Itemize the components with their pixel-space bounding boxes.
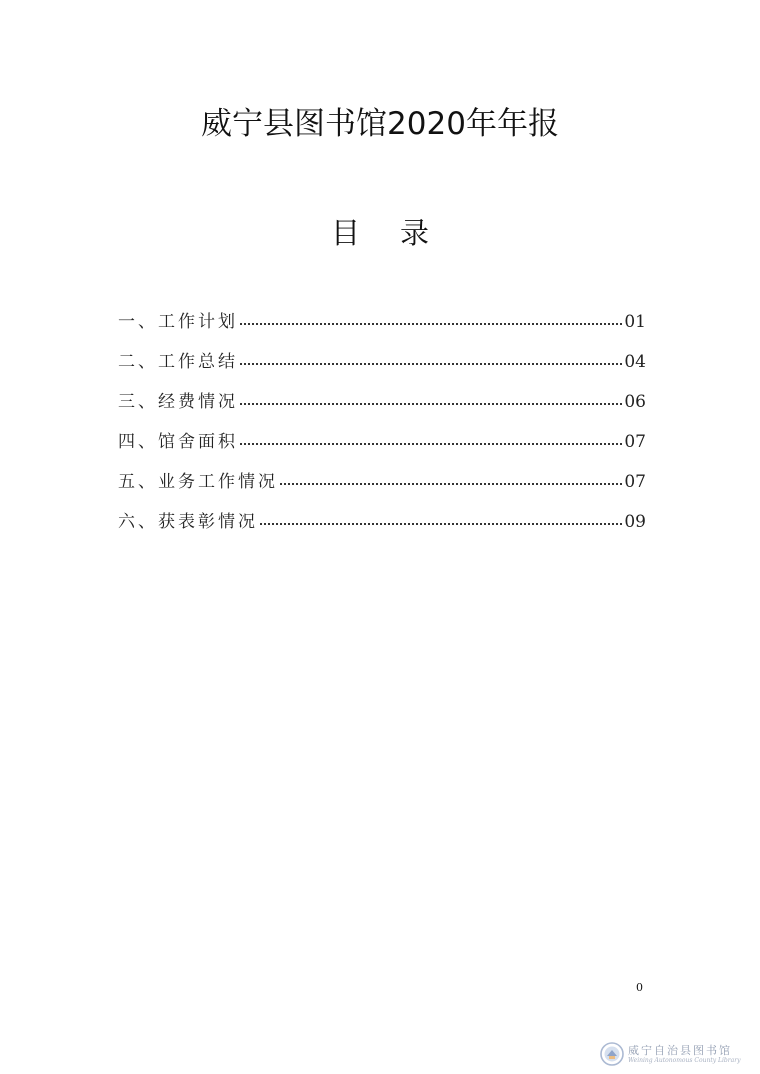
toc-entry-page: 07: [624, 432, 646, 452]
toc-entry-page: 01: [624, 312, 646, 332]
toc-list: [118, 296, 646, 536]
page-number: 0: [636, 981, 643, 994]
toc-dot-leader: [280, 483, 622, 485]
toc-heading: [0, 211, 760, 252]
toc-entry[interactable]: [118, 336, 646, 376]
toc-entry[interactable]: [118, 496, 646, 536]
toc-dot-leader: [240, 443, 622, 445]
toc-entry-label: 三、经费情况: [118, 392, 238, 412]
toc-entry-page: 09: [624, 512, 646, 532]
toc-dot-leader: [240, 363, 622, 365]
toc-entry-page: 07: [624, 472, 646, 492]
toc-entry[interactable]: [118, 456, 646, 496]
toc-entry-label: 四、馆舍面积: [118, 432, 238, 452]
toc-heading-char-1: 目: [330, 216, 360, 250]
document-title: 威宁县图书馆2020年年报: [201, 106, 559, 142]
toc-entry[interactable]: [118, 296, 646, 336]
toc-entry-label: 二、工作总结: [118, 352, 238, 372]
toc-dot-leader: [240, 403, 622, 405]
toc-dot-leader: [240, 323, 622, 325]
toc-entry-label: 一、工作计划: [118, 312, 238, 332]
library-watermark: [600, 1040, 750, 1068]
toc-heading-char-2: 录: [400, 216, 430, 250]
watermark-english: Weining Autonomous County Library: [628, 1056, 741, 1064]
toc-dot-leader: [260, 523, 622, 525]
toc-entry-label: 五、业务工作情况: [118, 472, 278, 492]
toc-entry[interactable]: [118, 416, 646, 456]
toc-entry-label: 六、获表彰情况: [118, 512, 258, 532]
library-logo-icon: [600, 1042, 624, 1066]
toc-entry-page: 06: [624, 392, 646, 412]
toc-entry-page: 04: [624, 352, 646, 372]
watermark-name: 威宁自治县图书馆: [628, 1043, 732, 1057]
toc-entry[interactable]: [118, 376, 646, 416]
